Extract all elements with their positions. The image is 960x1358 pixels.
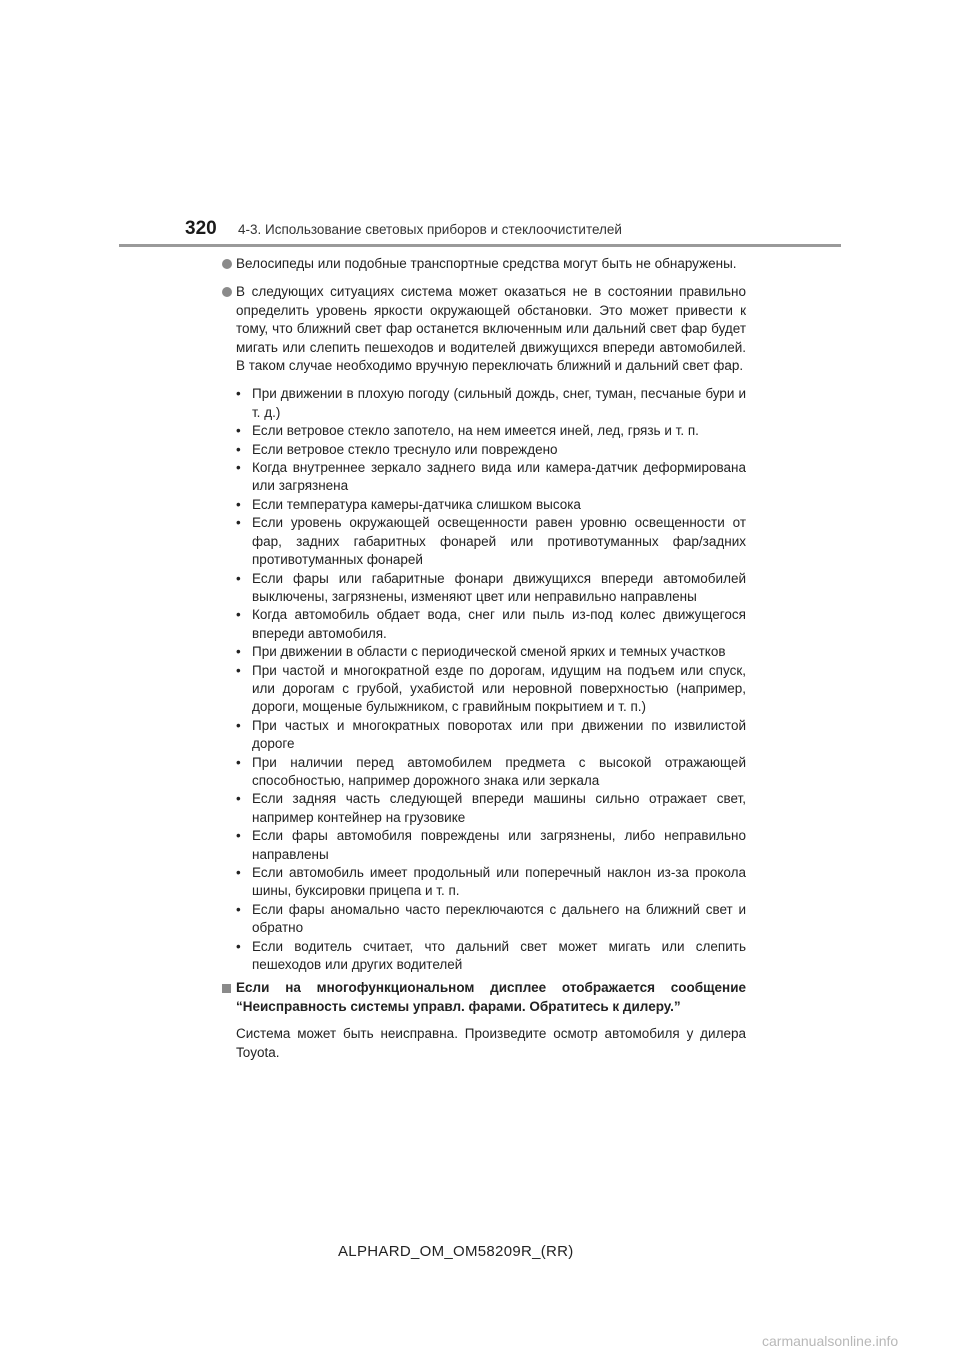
bullet-icon: • xyxy=(236,828,241,844)
list-item: • При движении в плохую погоду (сильный дождь, снег, туман, песчаные бури и т. д.) xyxy=(236,386,746,420)
note-item xyxy=(222,255,746,273)
list-item: • При наличии перед автомобилем предмета с высокой отражающей способностью, например дорожного знака или зеркала xyxy=(236,754,746,788)
list-item: • Когда автомобиль обдает вода, снег или пыль из-под колес движущегося впереди автомобиля. xyxy=(236,607,746,641)
list-item: • Если фары аномально часто переключаются с дальнего на ближний свет и обратно xyxy=(236,901,746,936)
message-body: Система может быть неисправна. Произведите осмотр автомобиля у дилера Toyota. xyxy=(236,1026,746,1060)
bullet-icon: • xyxy=(236,496,241,512)
note-text: Велосипеды или подобные транспортные средства могут быть не обнаружены. xyxy=(236,256,737,271)
list-item: • Если уровень окружающей освещенности равен уровню освещенности от фар, задних габаритных фонарей или противотуманных фар/задних противотуманных фонарей xyxy=(236,515,746,568)
list-item: • Если задняя часть следующей впереди машины сильно отражает свет, например контейнер на грузовике xyxy=(236,791,746,825)
document-code: ALPHARD_OM_OM58209R_(RR) xyxy=(338,1243,574,1260)
list-item: • Если водитель считает, что дальний свет может мигать или слепить пешеходов или других водителей xyxy=(236,938,746,973)
bullet-icon: • xyxy=(236,515,241,531)
header-rule xyxy=(119,244,841,247)
list-item: • При частых и многократных поворотах или при движении по извилистой дороге xyxy=(236,717,746,752)
list-item: • Если ветровое стекло запотело, на нем имеется иней, лед, грязь и т. п. xyxy=(236,422,746,440)
bullet-icon: • xyxy=(236,754,241,770)
section-title: 4-3. Использование световых приборов и стеклоочистителей xyxy=(238,222,622,237)
bullet-icon: • xyxy=(236,717,241,733)
watermark: carmanualsonline.info xyxy=(762,1333,899,1349)
list-item: • При движении в области с периодической сменой ярких и темных участков xyxy=(236,643,746,661)
page-number: 320 xyxy=(185,218,217,239)
bullet-icon: • xyxy=(236,865,241,880)
list-item: • При частой и многократной езде по дорогам, идущим на подъем или спуск, или дорогам с грубой, ухабистой или неровной поверхностью (например, дороги, мощеные булыжником, с гравийным покрытием и т. п.) xyxy=(236,662,746,715)
bullet-icon: • xyxy=(236,423,241,439)
list-item: • Если автомобиль имеет продольный или поперечный наклон из-за прокола шины, буксировки прицепа и т. п. xyxy=(236,865,746,899)
message-heading: Если на многофункциональном дисплее отображается сообщение “Неисправность системы управл. фарами. Обратитесь к дилеру.” xyxy=(222,979,746,1016)
bullet-icon: • xyxy=(236,441,241,457)
bullet-icon: • xyxy=(236,570,241,586)
list-item: • Когда внутреннее зеркало заднего вида или камера-датчик деформирована или загрязнена xyxy=(236,460,746,494)
bullet-icon: • xyxy=(236,791,241,807)
circle-bullet-icon xyxy=(222,287,232,297)
page-content xyxy=(222,255,746,1062)
bullet-icon: • xyxy=(236,607,241,623)
list-item: • Если ветровое стекло треснуло или повреждено xyxy=(236,441,746,459)
bullet-icon: • xyxy=(236,460,241,476)
bullet-icon: • xyxy=(236,938,241,954)
bullet-icon: • xyxy=(236,901,241,917)
situations-list xyxy=(222,385,746,974)
list-item: • Если фары автомобиля повреждены или загрязнены, либо неправильно направлены xyxy=(236,828,746,862)
square-bullet-icon xyxy=(222,984,231,993)
list-item: • Если температура камеры-датчика слишком высока xyxy=(236,496,746,514)
bullet-icon: • xyxy=(236,662,241,678)
circle-bullet-icon xyxy=(222,259,232,269)
note-item xyxy=(222,283,746,375)
note-text: В следующих ситуациях система может оказаться не в состоянии правильно определить уровень яркости окружающей обстановки. Это может привести к тому, что ближний свет фар останется включенным или дальний свет фар будет мигать или слепить пешеходов и водителей движущихся впереди автомобилей. В таком случае необходимо вручную переключать ближний и дальний свет фар. xyxy=(236,284,746,374)
list-item: • Если фары или габаритные фонари движущихся впереди автомобилей выключены, загрязнены, изменяют цвет или неправильно направлены xyxy=(236,570,746,604)
bullet-icon: • xyxy=(236,644,241,660)
bullet-icon: • xyxy=(236,386,241,402)
